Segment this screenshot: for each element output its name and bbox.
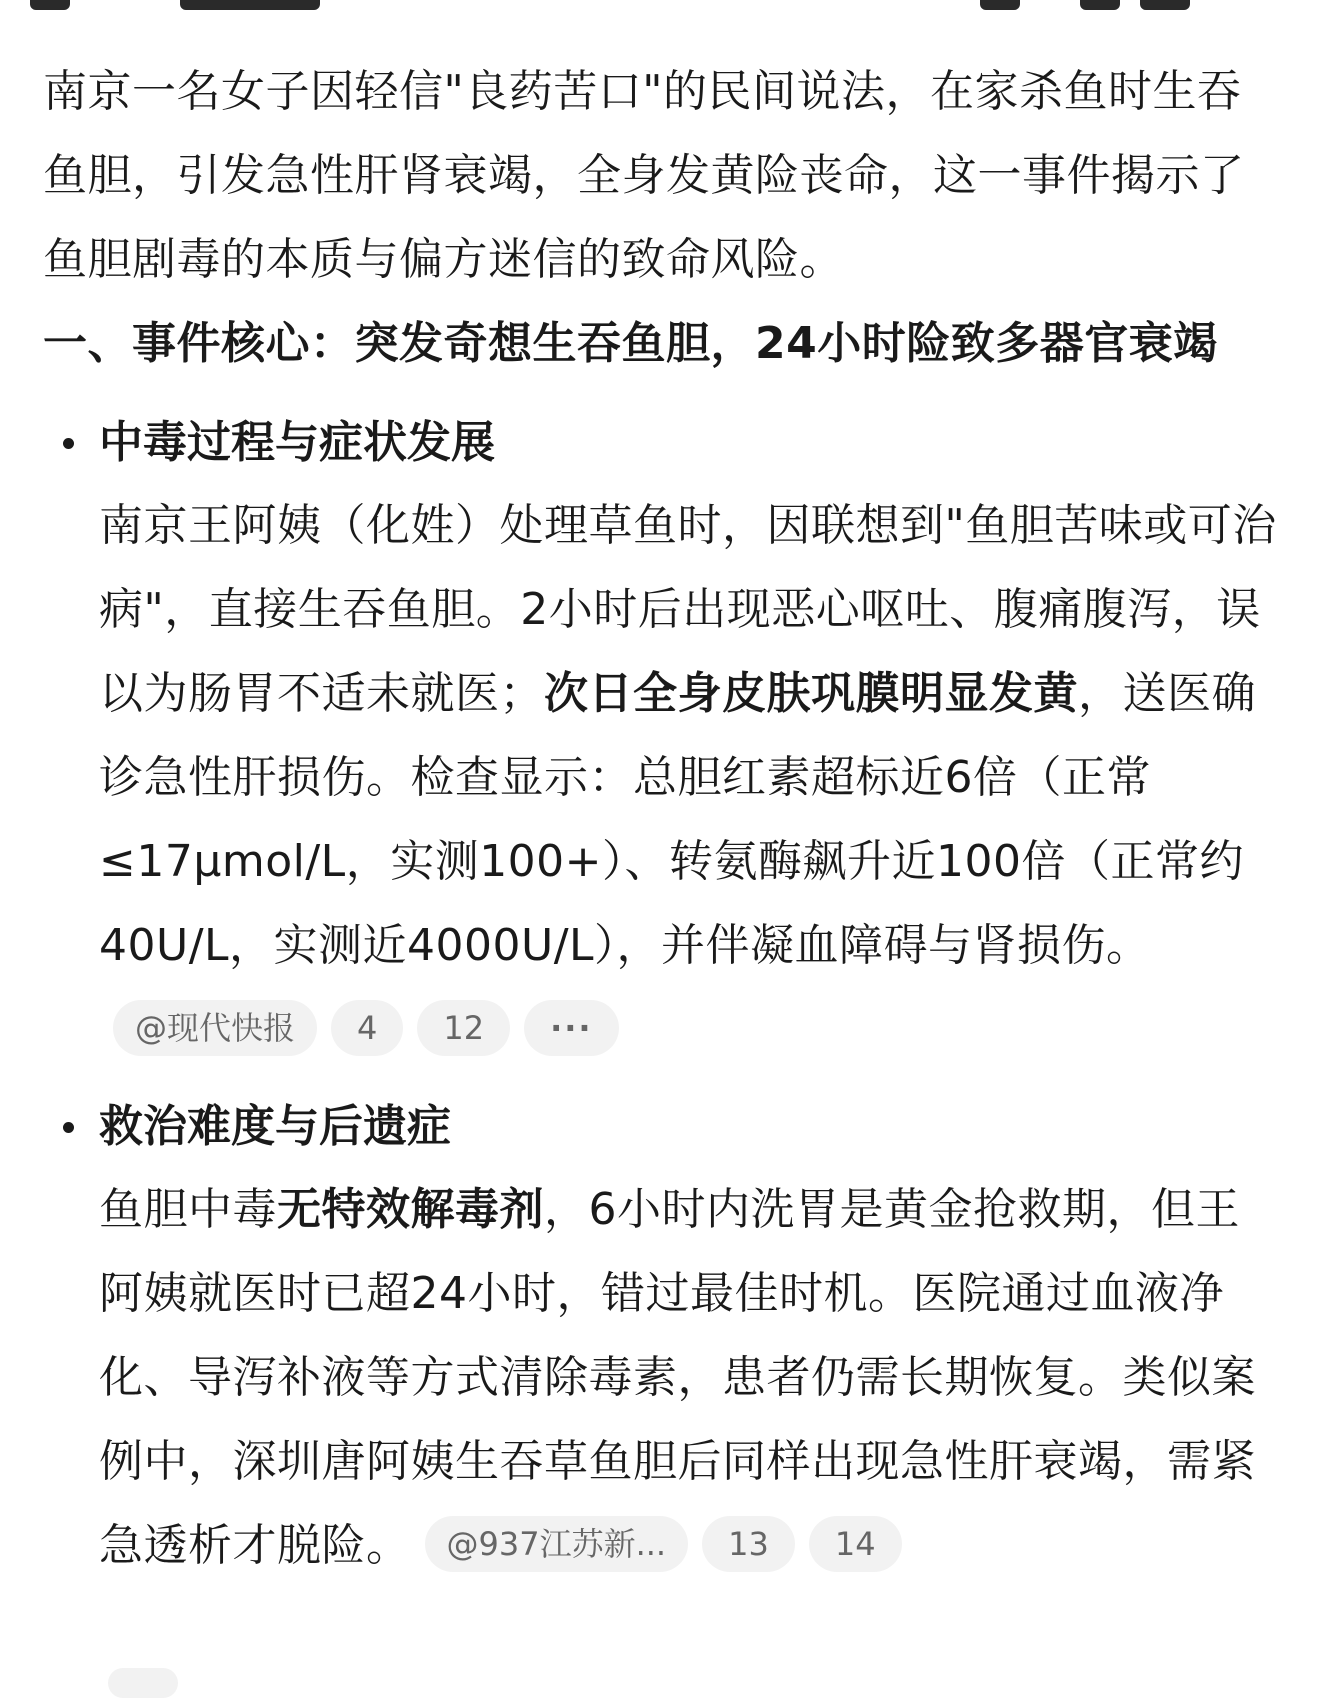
cropped-header — [0, 0, 1320, 18]
citation-chip[interactable]: 12 — [417, 1000, 510, 1056]
citation-chip[interactable]: 13 — [702, 1516, 795, 1572]
body-text: 南京王阿姨（化姓）处理草鱼时，因联想到"鱼胆苦味或可治病"，直接生吞鱼胆。2小时后出现恶心呕吐、腹痛腹泻，误以为肠胃不适未就医； — [99, 500, 1277, 719]
source-chip[interactable]: @937江苏新... — [425, 1516, 689, 1572]
bullet-body — [99, 484, 1283, 1072]
bullet-title: 救治难度与后遗症 — [99, 1101, 451, 1152]
section-heading: 一、事件核心：突发奇想生吞鱼胆，24小时险致多器官衰竭 — [43, 318, 1218, 369]
bullet-item-treatment — [43, 1090, 1283, 1588]
body-text: ，送医确诊急性肝损伤。检查显示：总胆红素超标近6倍（正常≤17μmol/L，实测100+）、转氨酶飙升近100倍（正常约40U/L，实测近4000U/L），并伴凝血障碍与肾损伤。 — [99, 668, 1256, 971]
bullet-dot — [63, 438, 74, 449]
bullet-body — [99, 1168, 1283, 1588]
article-body — [43, 50, 1283, 1606]
cropped-chip — [108, 1668, 178, 1698]
bullet-dot — [63, 1122, 74, 1133]
body-bold-text: 次日全身皮肤巩膜明显发黄 — [544, 668, 1078, 719]
body-text: ，6小时内洗胃是黄金抢救期，但王阿姨就医时已超24小时，错过最佳时机。医院通过血液净化、导泻补液等方式清除毒素，患者仍需长期恢复。类似案例中，深圳唐阿姨生吞草鱼胆后同样出现急性肝衰竭，需紧急透析才脱险。 — [99, 1184, 1256, 1571]
bullet-item-poisoning-process — [43, 406, 1283, 1072]
more-sources-button[interactable]: ··· — [524, 1000, 618, 1056]
bullet-title: 中毒过程与症状发展 — [99, 417, 495, 468]
source-chip[interactable]: @现代快报 — [113, 1000, 317, 1056]
citation-chip[interactable]: 14 — [809, 1516, 902, 1572]
intro-paragraph: 南京一名女子因轻信"良药苦口"的民间说法，在家杀鱼时生吞鱼胆，引发急性肝肾衰竭，全身发黄险丧命，这一事件揭示了鱼胆剧毒的本质与偏方迷信的致命风险。 — [43, 66, 1245, 285]
body-bold-text: 无特效解毒剂 — [277, 1184, 544, 1235]
citation-chip[interactable]: 4 — [331, 1000, 403, 1056]
body-text: 鱼胆中毒 — [99, 1184, 277, 1235]
